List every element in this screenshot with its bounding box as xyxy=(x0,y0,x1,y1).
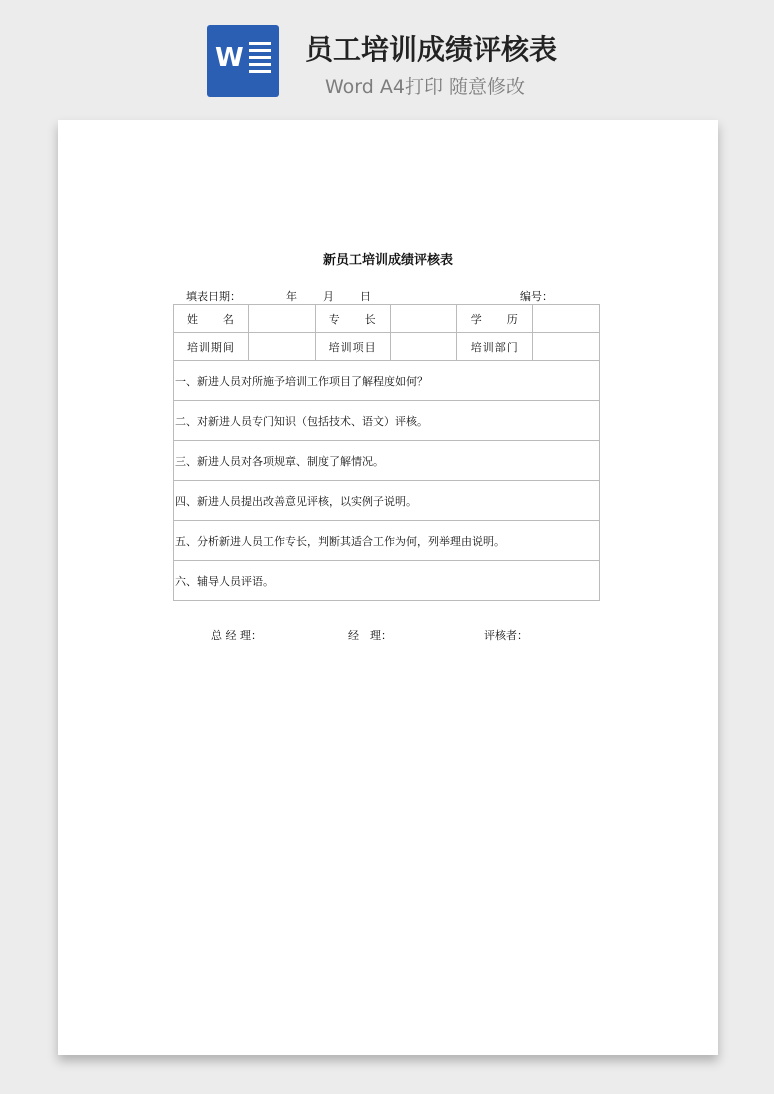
question-5[interactable]: 五、分析新进人员工作专长，判断其适合工作为何，列举理由说明。 xyxy=(174,521,600,561)
training-department-field[interactable] xyxy=(533,333,600,361)
question-6[interactable]: 六、辅导人员评语。 xyxy=(174,561,600,601)
question-1[interactable]: 一、新进人员对所施予培训工作项目了解程度如何？ xyxy=(174,361,600,401)
question-row-4 xyxy=(174,481,600,521)
specialty-label: 专 长 xyxy=(315,305,390,333)
number-label: 编号： xyxy=(520,290,553,303)
reviewer-signature-label: 评核者： xyxy=(484,629,528,642)
fill-date-label: 填表日期： xyxy=(186,290,241,303)
day-label: 日 xyxy=(360,290,371,303)
question-3[interactable]: 三、新进人员对各项规章、制度了解情况。 xyxy=(174,441,600,481)
education-label: 学 历 xyxy=(457,305,533,333)
table-row xyxy=(174,305,600,333)
question-row-2 xyxy=(174,401,600,441)
question-4[interactable]: 四、新进人员提出改善意见评核，以实例子说明。 xyxy=(174,481,600,521)
general-manager-signature-label: 总 经 理： xyxy=(211,629,262,642)
question-2[interactable]: 二、对新进人员专门知识（包括技术、语文）评核。 xyxy=(174,401,600,441)
page-header xyxy=(0,0,774,110)
month-label: 月 xyxy=(323,290,334,303)
training-department-label: 培训部门 xyxy=(457,333,533,361)
header-title: 员工培训成绩评核表 xyxy=(305,33,558,66)
word-icon xyxy=(207,25,279,97)
evaluation-form-table xyxy=(173,304,600,601)
question-row-1 xyxy=(174,361,600,401)
name-label: 姓 名 xyxy=(174,305,249,333)
word-icon-letter: W xyxy=(215,43,244,73)
question-row-6 xyxy=(174,561,600,601)
question-row-5 xyxy=(174,521,600,561)
training-period-field[interactable] xyxy=(248,333,315,361)
training-period-label: 培训期间 xyxy=(174,333,249,361)
year-label: 年 xyxy=(286,290,297,303)
education-field[interactable] xyxy=(533,305,600,333)
manager-signature-label: 经 理： xyxy=(348,629,392,642)
specialty-field[interactable] xyxy=(390,305,457,333)
training-project-field[interactable] xyxy=(390,333,457,361)
table-row xyxy=(174,333,600,361)
question-row-3 xyxy=(174,441,600,481)
word-icon-lines xyxy=(249,42,271,77)
document-page xyxy=(58,120,718,1055)
header-subtitle: Word A4打印 随意修改 xyxy=(325,76,526,98)
name-field[interactable] xyxy=(248,305,315,333)
training-project-label: 培训项目 xyxy=(315,333,390,361)
document-title: 新员工培训成绩评核表 xyxy=(322,253,453,268)
